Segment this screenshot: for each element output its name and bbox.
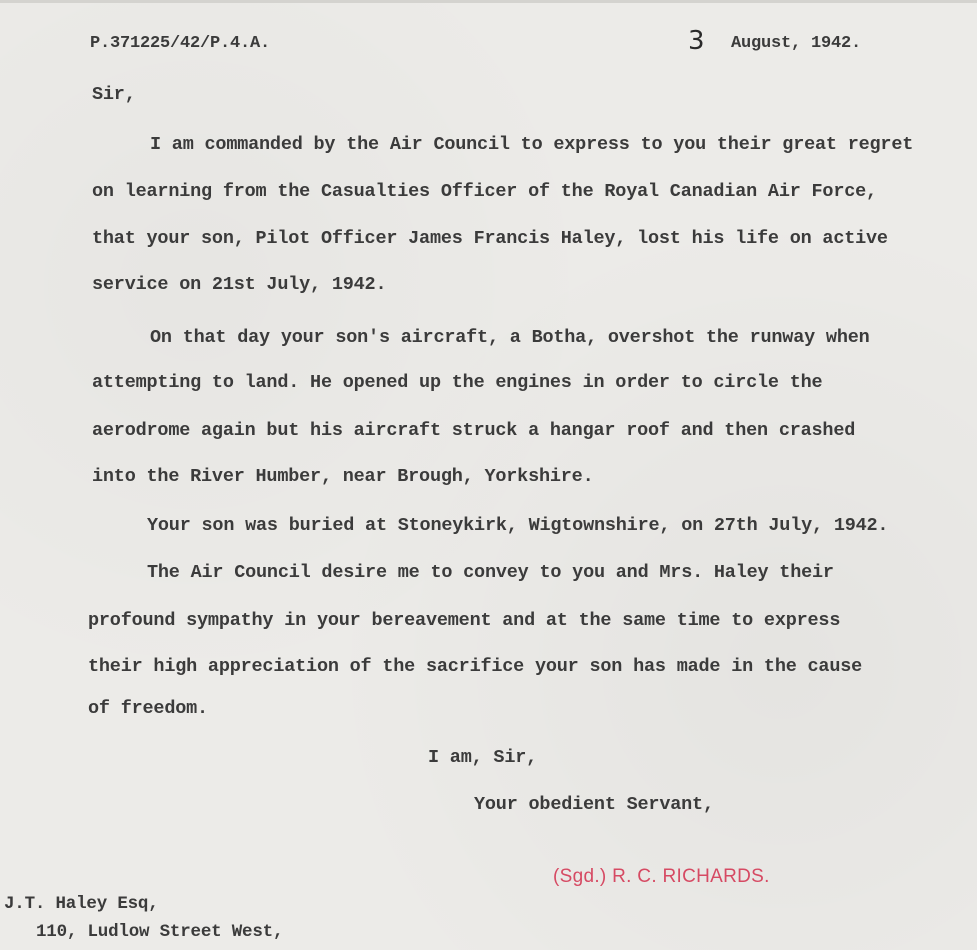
paragraph-3-line-1: Your son was buried at Stoneykirk, Wigtownshire, on 27th July, 1942. bbox=[147, 515, 889, 536]
recipient-address-line-1: 110, Ludlow Street West, bbox=[36, 922, 284, 942]
page-edge bbox=[0, 0, 977, 3]
signature-stamp: (Sgd.) R. C. RICHARDS. bbox=[553, 866, 770, 887]
paragraph-4-line-4: of freedom. bbox=[88, 698, 208, 719]
paragraph-4-line-1: The Air Council desire me to convey to you and Mrs. Haley their bbox=[147, 562, 834, 583]
closing-line-2: Your obedient Servant, bbox=[474, 794, 714, 815]
paragraph-4-line-2: profound sympathy in your bereavement and at the same time to express bbox=[88, 610, 841, 631]
date-day-handwritten: 3 bbox=[688, 26, 705, 56]
paragraph-1-line-2: on learning from the Casualties Officer of the Royal Canadian Air Force, bbox=[92, 181, 877, 202]
salutation: Sir, bbox=[92, 84, 136, 105]
closing-line-1: I am, Sir, bbox=[428, 747, 538, 768]
paragraph-4-line-3: their high appreciation of the sacrifice your son has made in the cause bbox=[88, 656, 863, 677]
paragraph-2-line-1: On that day your son's aircraft, a Botha, overshot the runway when bbox=[150, 327, 870, 348]
recipient-name: J.T. Haley Esq, bbox=[4, 894, 159, 914]
paragraph-1-line-3: that your son, Pilot Officer James Francis Haley, lost his life on active bbox=[92, 228, 888, 249]
paragraph-1-line-4: service on 21st July, 1942. bbox=[92, 274, 387, 295]
date: August, 1942. bbox=[731, 34, 862, 53]
paragraph-2-line-3: aerodrome again but his aircraft struck a hangar roof and then crashed bbox=[92, 420, 856, 441]
paragraph-2-line-4: into the River Humber, near Brough, Yorkshire. bbox=[92, 466, 594, 487]
paragraph-1-line-1: I am commanded by the Air Council to express to you their great regret bbox=[150, 134, 914, 155]
paragraph-2-line-2: attempting to land. He opened up the engines in order to circle the bbox=[92, 372, 823, 393]
reference-number: P.371225/42/P.4.A. bbox=[90, 34, 271, 53]
